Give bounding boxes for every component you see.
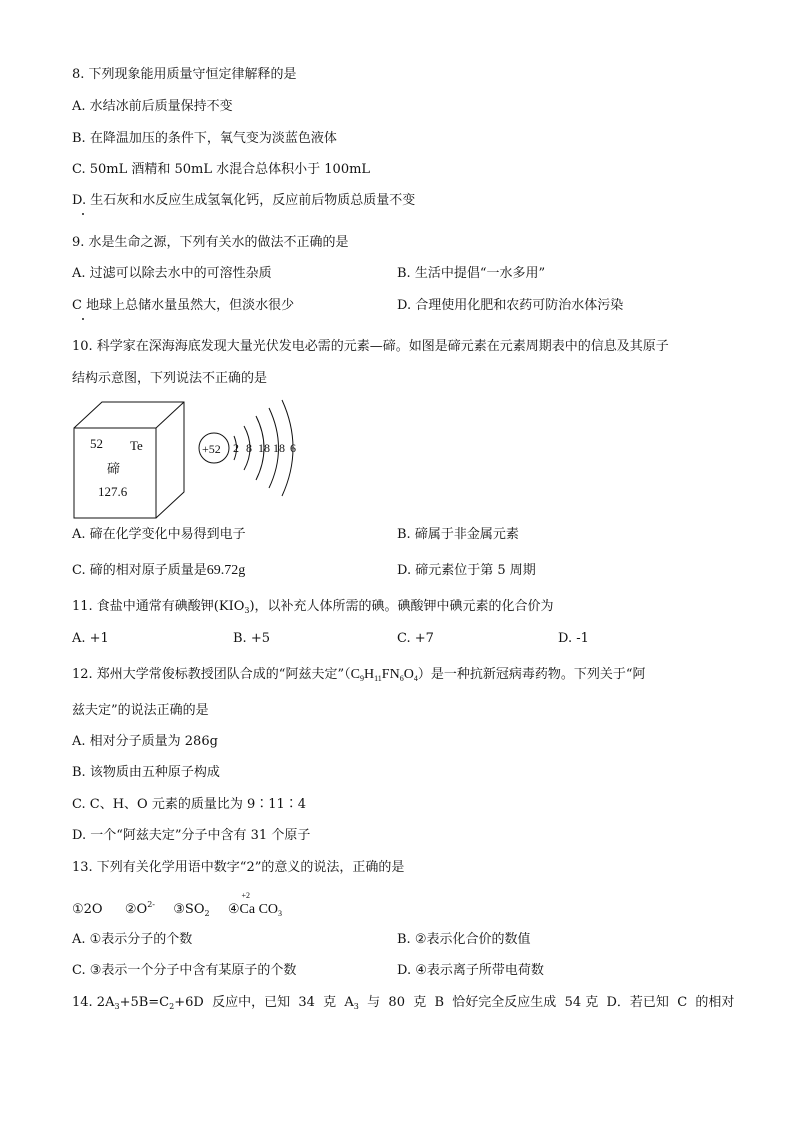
q10-option-d: D. 碲元素位于第 5 周期 — [397, 563, 536, 578]
carbonate-sub: 3 — [278, 909, 283, 918]
formula-element: C — [350, 667, 360, 682]
q11-option-b: B. +5 — [233, 631, 270, 646]
q10-stem-line1: 10. 科学家在深海海底发现大量光伏发电必需的元素—碲。如图是碲元素在元素周期表中的信息及其原子 — [72, 339, 669, 354]
valence-mark: +2 — [241, 891, 251, 900]
q10-option-a: A. 碲在化学变化中易得到电子 — [72, 527, 246, 542]
q11-stem-post: )，以补充人体所需的碘。碘酸钾中碘元素的化合价为 — [249, 599, 554, 614]
q12-stem-post: ）是一种抗新冠病毒药物。下列关于“阿 — [417, 667, 646, 682]
q13-item-3-sub: 2 — [204, 909, 210, 918]
q12-stem-line1 — [72, 666, 645, 688]
q14-part: 14. 2A — [72, 995, 115, 1010]
q14-sub: 3 — [353, 1002, 359, 1011]
q13-item-2-base: ②O — [124, 902, 148, 917]
q9-stem: 9. 水是生命之源，下列有关水的做法不正确的是 — [72, 235, 349, 250]
q11-option-d: D. -1 — [558, 631, 589, 646]
q11-option-c: C. +7 — [397, 631, 434, 646]
element-name: 碲 — [107, 462, 121, 477]
azvudine-formula — [351, 667, 418, 682]
formula-element: H — [363, 667, 375, 682]
calcium-symbol: Ca — [239, 902, 256, 917]
atom-nucleus-charge: +52 — [202, 442, 221, 456]
q13-stem: 13. 下列有关化学用语中数字“2”的意义的说法，正确的是 — [72, 860, 405, 875]
q8-option-d: D. 生石灰和水反应生成氢氧化钙，反应前后物质总质量不变 — [72, 193, 416, 208]
q14-part: +5B=C — [119, 995, 170, 1010]
scan-dot — [82, 318, 84, 320]
q13-item-3 — [173, 902, 209, 917]
element-cube — [74, 402, 184, 518]
q10-option-c-text: C. 碲的相对原子质量是 — [72, 563, 207, 578]
formula-subscript: 4 — [413, 674, 418, 683]
q12-option-a: A. 相对分子质量为 286g — [72, 734, 218, 749]
carbonate — [255, 902, 282, 917]
q13-items — [72, 891, 283, 923]
q12-option-b: B. 该物质由五种原子构成 — [72, 765, 220, 780]
q12-stem-line2: 兹夫定”的说法正确的是 — [72, 703, 209, 718]
q9-option-d: D. 合理使用化肥和农药可防治水体污染 — [397, 298, 624, 313]
shell-electrons: 18 — [273, 441, 285, 455]
q12-option-d: D. 一个“阿兹夫定”分子中含有 31 个原子 — [72, 828, 311, 843]
q13-item-3-base: ③SO — [173, 902, 205, 917]
q9-option-b: B. 生活中提倡“一水多用” — [397, 266, 546, 281]
shell-electrons: 2 — [233, 441, 239, 455]
formula-subscript: 11 — [374, 674, 382, 683]
q13-option-d: D. ④表示离子所带电荷数 — [397, 963, 544, 978]
q14-sub: 2 — [169, 1002, 175, 1011]
shell-electrons: 18 — [258, 441, 270, 455]
q10-stem-line2: 结构示意图，下列说法不正确的是 — [72, 371, 268, 386]
shell-electrons: 6 — [290, 441, 296, 455]
q13-item-1: ①2O — [72, 902, 103, 917]
q10-option-c-value: 69.72g — [206, 563, 246, 578]
q13-item-4-ca — [239, 891, 256, 919]
q12-option-c: C. C、H、O 元素的质量比为 9∶11∶4 — [72, 797, 307, 812]
q11-stem — [72, 598, 554, 620]
formula-element: O — [403, 667, 414, 682]
q13-item-4 — [227, 891, 283, 918]
q10-option-c — [72, 562, 245, 580]
q9-option-a: A. 过滤可以除去水中的可溶性杂质 — [72, 266, 272, 281]
q13-option-a: A. ①表示分子的个数 — [72, 932, 193, 947]
q14-part: +6D 反应中，已知 34 克 A — [174, 995, 354, 1010]
scan-dot — [82, 213, 84, 215]
q12-stem-pre: 12. 郑州大学常俊标教授团队合成的“阿兹夫定”（ — [72, 667, 351, 682]
q8-option-b: B. 在降温加压的条件下，氧气变为淡蓝色液体 — [72, 131, 337, 146]
q14-part: 与 80 克 B 恰好完全反应生成 54 克 D．若已知 C 的相对 — [358, 995, 735, 1010]
q11-stem-pre: 11. 食盐中通常有碘酸钾(KIO — [72, 599, 245, 614]
q13-item-2 — [125, 902, 155, 917]
formula-subscript: 9 — [359, 674, 364, 683]
formula-element: FN — [381, 667, 400, 682]
shell-electrons: 8 — [246, 441, 252, 455]
q14-sub: 3 — [114, 1002, 120, 1011]
element-atomic-number: 52 — [90, 436, 103, 451]
q13-option-c: C. ③表示一个分子中含有某原子的个数 — [72, 963, 297, 978]
q8-stem: 8. 下列现象能用质量守恒定律解释的是 — [72, 67, 297, 82]
q13-option-b: B. ②表示化合价的数值 — [397, 932, 531, 947]
q13-item-2-sup: 2- — [147, 900, 155, 909]
element-symbol: Te — [130, 438, 143, 453]
q11-stem-sub: 3 — [244, 606, 250, 615]
q13-item-4-label: ④ — [227, 902, 240, 917]
element-atomic-mass: 127.6 — [98, 484, 128, 499]
q11-option-a: A. +1 — [72, 631, 109, 646]
q8-option-c: C. 50mL 酒精和 50mL 水混合总体积小于 100mL — [72, 162, 371, 177]
tellurium-diagram — [66, 398, 316, 522]
q14-stem — [72, 994, 734, 1016]
carbonate-base: CO — [258, 902, 279, 917]
q10-option-b: B. 碲属于非金属元素 — [397, 527, 519, 542]
q8-option-a: A. 水结冰前后质量保持不变 — [72, 99, 233, 114]
q9-option-c: C 地球上总储水量虽然大，但淡水很少 — [72, 298, 295, 313]
formula-subscript: 6 — [399, 674, 404, 683]
